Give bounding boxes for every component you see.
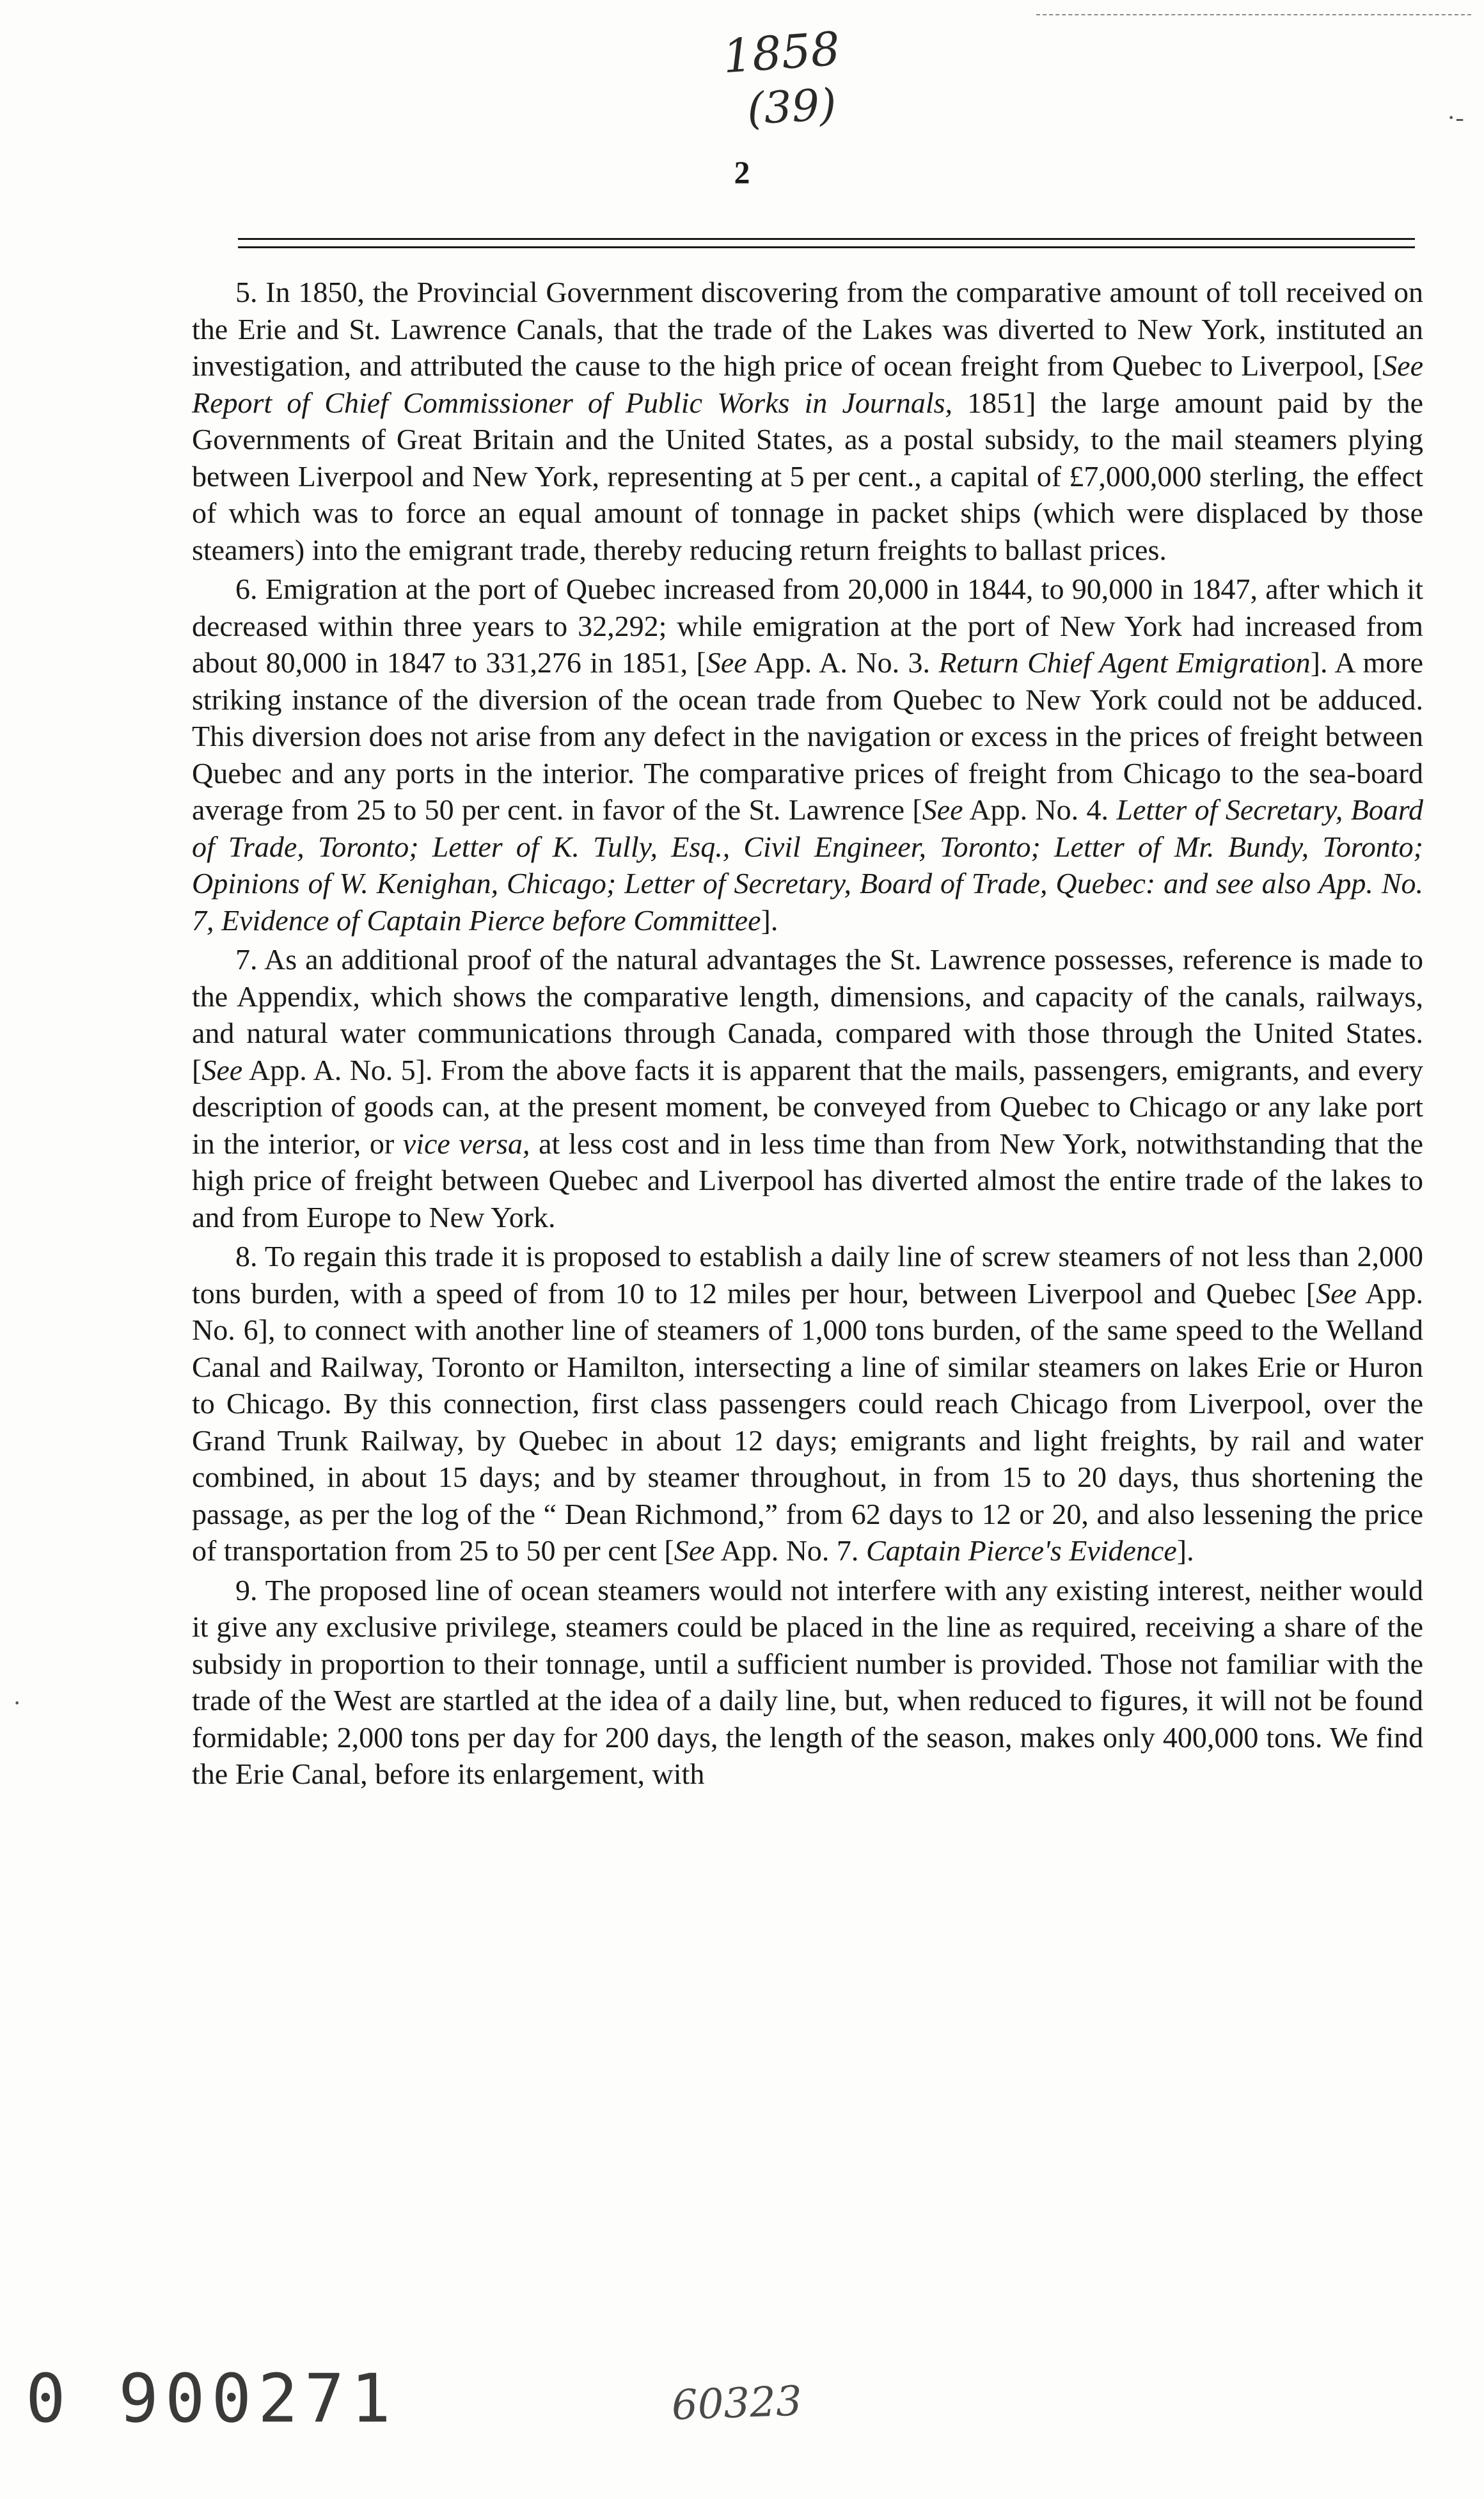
paragraph-text: ].: [1176, 1534, 1194, 1567]
italic-reference: See: [922, 793, 963, 826]
italic-reference: See: [706, 646, 747, 679]
top-edge-line: [1036, 14, 1471, 15]
paragraph-text: ]. A more striking instance of the diversion of the ocean trade from Quebec to New York could not be adduced. This diversion does not arise from any defect in the navigation or excess in the prices of freight between Quebec and any ports in the interior. The comparative prices of freight from Chicago to the sea-board average from 25 to 50 per cent. in favor of the St. Lawrence [: [192, 646, 1423, 826]
paragraph-7: [192, 941, 1423, 1235]
paragraph-number: 8.: [235, 1240, 265, 1273]
paragraph-text: at less cost and in less time than from New York, notwithstanding that the high price of freight between Quebec and Liverpool has diverted almost the entire trade of the lakes to and from Europe to New York.: [192, 1127, 1423, 1234]
paragraph-text: To regain this trade it is proposed to establish a daily line of screw steamers of not less than 2,000 tons burden, with a speed of from 10 to 12 miles per hour, between Liverpool and Quebec [: [192, 1240, 1423, 1310]
paragraph-text: Emigration at the port of Quebec increased from 20,000 in 1844, to 90,000 in 1847, after which it decreased within three years to 32,292; while emigration at the port of New York had increased from about 80,000 in 1847 to 331,276 in 1851, [: [192, 573, 1423, 679]
italic-reference: Letter of Secretary, Board of Trade, Toronto; Letter of K. Tully, Esq., Civil Engineer, Toronto; Letter of Mr. Bundy, Toronto; Opinions of W. Kenighan, Chicago; Letter of Secretary, Board of Trade, Quebec: and see also App. No. 7, Evidence of Captain Pierce before Committee: [192, 793, 1423, 937]
paragraph-text: App. A. No. 5]. From the above facts it is apparent that the mails, passengers, emigrants, and every description of goods can, at the present moment, be conveyed from Quebec to Chicago or any lake port in the interior, or: [192, 1053, 1423, 1160]
page-number: 2: [734, 154, 750, 190]
italic-reference: See: [674, 1534, 715, 1567]
handwritten-year: 1858: [721, 21, 842, 84]
paragraph-text: App. No. 4.: [963, 793, 1117, 826]
paragraph-text: As an additional proof of the natural advantages the St. Lawrence possesses, reference is made to the Appendix, which shows the comparative length, dimensions, and capacity of the canals, railways, and natural water communications through Canada, compared with those through the United States. [: [192, 943, 1423, 1086]
italic-reference: See: [201, 1053, 243, 1086]
italic-reference: Return Chief Agent Emigration: [938, 646, 1311, 679]
edge-mark-right: ·-: [1447, 103, 1464, 132]
paragraph-text: App. A. No. 3.: [746, 646, 939, 679]
paragraph-text: App. No. 7.: [714, 1534, 866, 1567]
italic-reference: Captain Pierce's Evidence: [865, 1534, 1177, 1567]
footer-handwritten-number: 60323: [670, 2377, 803, 2430]
paragraph-number: 9.: [235, 1573, 265, 1606]
paragraph-text: 1851] the large amount paid by the Governments of Great Britain and the United States, as a postal subsidy, to the mail steamers plying between Liverpool and New York, representing at 5 per cent., a capital of £7,000,000 sterling, the effect of which was to force an equal amount of tonnage in packet ships (which were displaced by those steamers) into the emigrant trade, thereby reducing return freights to ballast prices.: [192, 386, 1423, 566]
paragraph-number: 6.: [235, 573, 265, 605]
paragraph-text: The proposed line of ocean steamers would not interfere with any existing interest, neither would it give any exclusive privilege, steamers could be placed in the line as required, receiving a share of the subsidy in proportion to their tonnage, until a sufficient number is provided. Those not familiar with the trade of the West are startled at the idea of a daily line, but, when reduced to figures, it will not be found formidable; 2,000 tons per day for 200 days, the length of the season, makes only 400,000 tons. We find the Erie Canal, before its enlargement, with: [192, 1573, 1423, 1790]
italic-reference: See Report of Chief Commissioner of Public Works in Journals,: [192, 349, 1423, 419]
double-rule: [238, 238, 1415, 248]
paragraph-text: ].: [761, 903, 778, 937]
edge-mark-left: ·: [13, 1688, 22, 1717]
paragraph-6: [192, 571, 1423, 939]
italic-reference: See: [1316, 1276, 1357, 1310]
paragraph-number: 5.: [235, 276, 266, 308]
paragraph-9: [192, 1572, 1423, 1793]
paragraph-8: [192, 1238, 1423, 1569]
paragraph-5: [192, 274, 1423, 568]
paragraph-text: App. No. 6], to connect with another line of steamers of 1,000 tons burden, of the same speed to the Welland Canal and Railway, Toronto or Hamilton, intersecting a line of similar steamers on lakes Erie or Huron to Chicago. By this connection, first class passengers could reach Chicago from Liverpool, over the Grand Trunk Railway, by Quebec in about 12 days; emigrants and light freights, by rail and water combined, in about 15 days; and by steamer throughout, in from 15 to 20 days, thus shortening the passage, as per the log of the “ Dean Richmond,” from 62 days to 12 or 20, and also lessening the price of transportation from 25 to 50 per cent [: [192, 1276, 1423, 1567]
italic-reference: vice versa,: [402, 1127, 530, 1160]
body-text: [192, 274, 1423, 1795]
paragraph-number: 7.: [235, 943, 264, 976]
paragraph-text: In 1850, the Provincial Government discovering from the comparative amount of toll received on the Erie and St. Lawrence Canals, that the trade of the Lakes was diverted to New York, instituted an investigation, and attributed the cause to the high price of ocean freight from Quebec to Liverpool, [: [192, 276, 1424, 382]
handwritten-number: (39): [746, 79, 838, 135]
footer-stamp-number: 0 900271: [26, 2360, 397, 2438]
